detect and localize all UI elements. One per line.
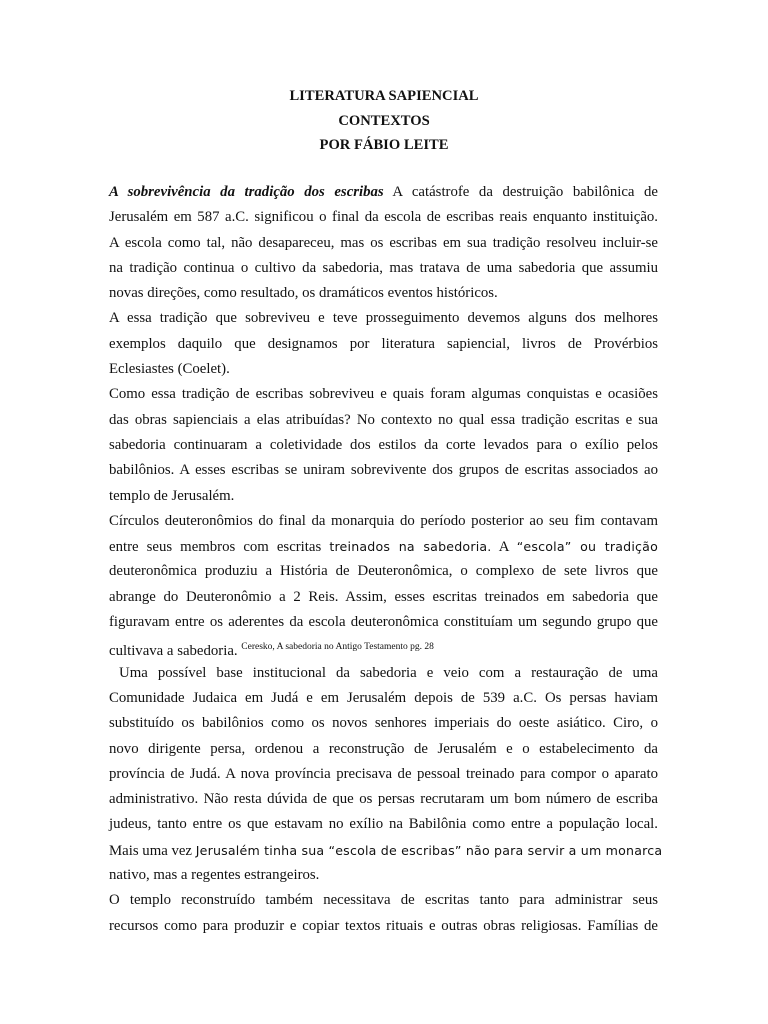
text-line <box>109 635 658 660</box>
text-line: Jerusalém em 587 a.C. significou o final da escola de escribas reais enquanto instituição. <box>109 209 658 226</box>
text-run: Mais uma vez <box>109 842 196 859</box>
document-subtitle: CONTEXTOS <box>338 112 430 129</box>
citation-note: Ceresko, A sabedoria no Antigo Testamento pg. 28 <box>241 642 434 653</box>
text-line: Círculos deuteronômios do final da monarquia do período posterior ao seu fim contavam <box>109 512 658 529</box>
text-line: judeus, tanto entre os que estavam no exílio na Babilônia como entre a população local. <box>109 816 658 833</box>
text-line: recursos como para produzir e copiar textos rituais e outras obras religiosas. Famílias de <box>109 917 658 934</box>
text-line <box>109 838 663 863</box>
document-header <box>0 84 768 158</box>
text-line: Eclesiastes (Coelet). <box>109 361 230 378</box>
text-line: Uma possível base institucional da sabedoria e veio com a restauração de uma <box>109 664 658 681</box>
text-line <box>109 180 658 205</box>
text-run: cultivava a sabedoria. <box>109 643 238 660</box>
text-line: templo de Jerusalém. <box>109 487 235 504</box>
text-line: sabedoria continuaram a coletividade dos estilos da corte levados para o exílio pelos <box>109 436 658 453</box>
text-run: A catástrofe da destruição babilônica de <box>383 184 658 200</box>
text-line: novo dirigente persa, ordenou a reconstrução de Jerusalém e o estabelecimento da <box>109 740 658 757</box>
text-line: província de Judá. A nova província precisava de pessoal treinado para compor o aparato <box>109 765 658 782</box>
text-line: das obras sapienciais a elas atribuídas? No contexto no qual essa tradição escritas e sua <box>109 411 658 428</box>
text-line: administrativo. Não resta dúvida de que os persas recrutaram um bom número de escriba <box>109 791 658 808</box>
text-line: Como essa tradição de escribas sobreviveu e quais foram algumas conquistas e ocasiões <box>109 386 658 403</box>
text-line: A essa tradição que sobreviveu e teve prosseguimento devemos alguns dos melhores <box>109 310 658 327</box>
section-heading: A sobrevivência da tradição dos escribas <box>109 184 384 200</box>
text-run: Jerusalém tinha sua “escola de escribas” não para servir a um monarca <box>195 842 663 858</box>
text-line <box>109 534 658 559</box>
document-author: POR FÁBIO LEITE <box>319 137 449 154</box>
text-line: exemplos daquilo que designamos por literatura sapiencial, livros de Provérbios <box>109 335 658 352</box>
text-line: Comunidade Judaica em Judá e em Jerusalém depois de 539 a.C. Os persas haviam <box>109 689 658 706</box>
text-line: figuravam entre os aderentes da escola deuteronômica constituíam um segundo grupo que <box>109 614 658 631</box>
text-line: babilônios. A esses escribas se uniram sobrevivente dos grupos de escritas associados ao <box>109 462 658 479</box>
text-line: abrange do Deuteronômio a 2 Reis. Assim, esses escritas treinados em sabedoria que <box>109 588 658 605</box>
text-run: A <box>491 539 517 556</box>
text-line: nativo, mas a regentes estrangeiros. <box>109 867 320 884</box>
text-run: entre seus membros com escritas <box>109 539 330 556</box>
text-line: substituído os babilônios como os novos senhores imperiais do oeste asiático. Ciro, o <box>109 715 658 732</box>
document-title: LITERATURA SAPIENCIAL <box>289 88 479 104</box>
text-line: novas direções, como resultado, os dramáticos eventos históricos. <box>109 285 498 302</box>
text-run: “escola” ou tradição <box>516 539 659 555</box>
text-line: A escola como tal, não desapareceu, mas os escribas em sua tradição resolveu incluir-se <box>109 234 658 251</box>
text-line: na tradição continua o cultivo da sabedoria, mas tratava de uma sabedoria que assumiu <box>109 259 658 276</box>
text-run: treinados na sabedoria. <box>329 539 492 555</box>
text-line: O templo reconstruído também necessitava de escritas tanto para administrar seus <box>109 892 658 909</box>
text-line: deuteronômica produziu a História de Deuteronômica, o complexo de sete livros que <box>109 563 658 580</box>
document-body <box>109 180 663 939</box>
